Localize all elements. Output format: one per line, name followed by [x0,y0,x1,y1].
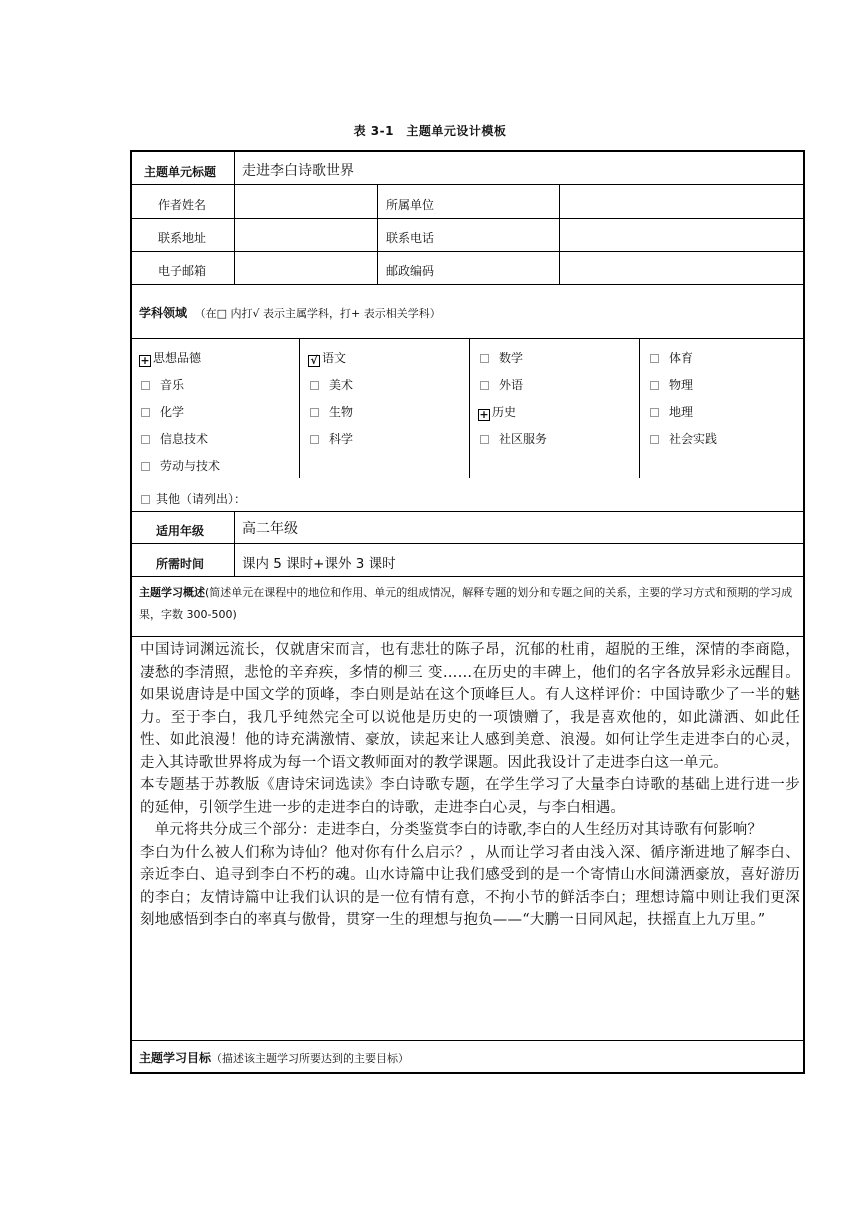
checkbox-icon[interactable] [650,435,659,444]
subject-option-label: 思想品德 [153,351,202,365]
subject-option[interactable] [648,349,693,366]
subject-option[interactable] [308,430,353,447]
address-label: 联系地址 [158,231,207,245]
postcode-label: 邮政编码 [386,264,435,278]
subject-option-label: 外语 [499,378,524,392]
checkbox-icon[interactable] [141,435,150,444]
overview-header [139,582,799,626]
author-label: 作者姓名 [158,198,207,212]
row-divider [132,184,803,185]
row-divider [132,251,803,252]
row-divider [132,543,803,544]
subject-option-label: 体育 [669,351,694,365]
goals-header [139,1049,409,1066]
subject-option-label: 历史 [492,405,517,419]
subject-option[interactable] [478,430,547,447]
checkbox-icon[interactable] [650,381,659,390]
subject-option[interactable] [308,376,353,393]
overview-paragraph: 本专题基于苏教版《唐诗宋词选读》李白诗歌专题，在学生学习了大量李白诗歌的基础上进行进一步的延伸，引领学生进一步的走进李白的诗歌，走进李白心灵，与李白相遇。 [140,777,800,816]
unit-label: 所属单位 [386,198,435,212]
subject-option[interactable] [139,457,220,474]
subject-option[interactable] [478,403,516,421]
overview-body[interactable] [140,639,800,932]
subject-option-label: 美术 [329,378,354,392]
checkbox-icon[interactable] [480,354,489,363]
checkmark-icon[interactable]: √ [308,355,320,367]
row-divider [132,218,803,219]
subject-option[interactable] [139,349,201,367]
checkbox-icon[interactable] [310,408,319,417]
overview-label: 主题学习概述 [139,586,205,599]
col-divider [234,511,235,576]
subject-option[interactable] [308,403,353,420]
subject-area-note: （在□ 内打√ 表示主属学科，打+ 表示相关学科） [194,307,441,320]
grade-value[interactable]: 高二年级 [242,521,298,537]
subject-option-label: 语文 [322,351,347,365]
subject-option[interactable] [648,430,717,447]
subject-option-label: 地理 [669,405,694,419]
overview-note: (简述单元在课程中的地位和作用、单元的组成情况，解释专题的划分和专题之间的关系，主要的学习方式和预期的学习成果，字数 300-500) [139,586,793,621]
overview-paragraph: 中国诗词渊远流长，仅就唐宋而言，也有悲壮的陈子昂，沉郁的杜甫，超脱的王维，深情的李商隐，凄愁的李清照，悲怆的辛弃疾，多情的柳三 变……在历史的丰碑上，他们的名字各放异彩永远醒目。如果说唐诗是中国文学的顶峰，李白则是站在这个顶峰巨人。有人这样评价：中国诗歌少了一半的魅力。至于李白，我几乎纯然完全可以说他是历史的一项馈赠了，我是喜欢他的，如此潇洒、如此任性、如此浪漫！他的诗充满激情、豪放，读起来让人感到美意、浪漫。如何让学生走进李白的心灵，走入其诗歌世界将成为每一个语文教师面对的教学课题。因此我设计了走进李白这一单元。 [140,642,800,771]
subject-option-label: 社区服务 [499,432,548,446]
row-divider [132,338,803,339]
checkbox-icon[interactable] [141,462,150,471]
checkbox-icon[interactable] [480,435,489,444]
subject-area-label: 学科领域 [139,306,188,320]
checkbox-icon[interactable] [310,381,319,390]
row-divider [132,284,803,285]
col-divider [234,152,235,284]
row-divider [132,511,803,512]
subject-option[interactable] [478,376,523,393]
subject-option[interactable] [648,403,693,420]
grade-label: 适用年级 [156,524,205,538]
plus-icon[interactable]: + [479,408,489,421]
unit-title-value[interactable]: 走进李白诗歌世界 [242,163,354,179]
subject-option-label: 社会实践 [669,432,718,446]
col-divider [469,338,470,478]
subject-option[interactable] [139,430,208,447]
row-divider [132,1040,803,1041]
subject-other [141,490,246,507]
row-divider [132,636,803,637]
checkbox-icon[interactable] [141,495,150,504]
col-divider [377,184,378,284]
subject-option-label: 物理 [669,378,694,392]
subject-option-label: 信息技术 [160,432,209,446]
checkbox-icon[interactable] [141,381,150,390]
goals-label: 主题学习目标 [139,1051,212,1065]
checkbox-icon[interactable] [480,381,489,390]
checkbox-icon[interactable] [650,354,659,363]
unit-title-label: 主题单元标题 [144,165,217,179]
checkbox-icon[interactable] [650,408,659,417]
overview-paragraph: 单元将共分成三个部分：走进李白，分类鉴赏李白的诗歌,李白的人生经历对其诗歌有何影响？ [140,822,763,838]
subject-option-label: 化学 [160,405,185,419]
subject-option-label: 科学 [329,432,354,446]
checkbox-icon[interactable] [310,435,319,444]
col-divider [559,184,560,284]
subject-option-label: 劳动与技术 [160,459,221,473]
phone-label: 联系电话 [386,231,435,245]
plus-icon[interactable]: + [140,354,150,367]
unit-design-table [130,150,805,1074]
time-value[interactable]: 课内 5 课时+课外 3 课时 [242,556,396,572]
subject-area-header [139,304,441,321]
subject-option[interactable] [648,376,693,393]
subject-option-label: 生物 [329,405,354,419]
subject-option[interactable] [139,376,184,393]
goals-note: （描述该主题学习所要达到的主要目标） [211,1052,410,1065]
email-label: 电子邮箱 [158,264,207,278]
subject-option[interactable] [308,349,346,367]
table-caption: 表 3-1 主题单元设计模板 [353,124,507,138]
row-divider [132,576,803,577]
col-divider [299,338,300,478]
time-label: 所需时间 [156,557,205,571]
subject-option[interactable] [139,403,184,420]
subject-option-label: 数学 [499,351,524,365]
col-divider [639,338,640,478]
overview-paragraph: 李白为什么被人们称为诗仙？他对你有什么启示？，从而让学习者由浅入深、循序渐进地了解李白、亲近李白、追寻到李白不朽的魂。山水诗篇中让我们感受到的是一个寄情山水间潇洒豪放，喜好游历的李白；友情诗篇中让我们认识的是一位有情有意，不拘小节的鲜活李白；理想诗篇中则让我们更深刻地感悟到李白的率真与傲骨，贯穿一生的理想与抱负——“大鹏一日同风起，扶摇直上九万里。” [140,844,800,928]
subject-other-label: 其他（请列出）： [156,492,247,506]
subject-option[interactable] [478,349,523,366]
subject-option-label: 音乐 [160,378,185,392]
checkbox-icon[interactable] [141,408,150,417]
